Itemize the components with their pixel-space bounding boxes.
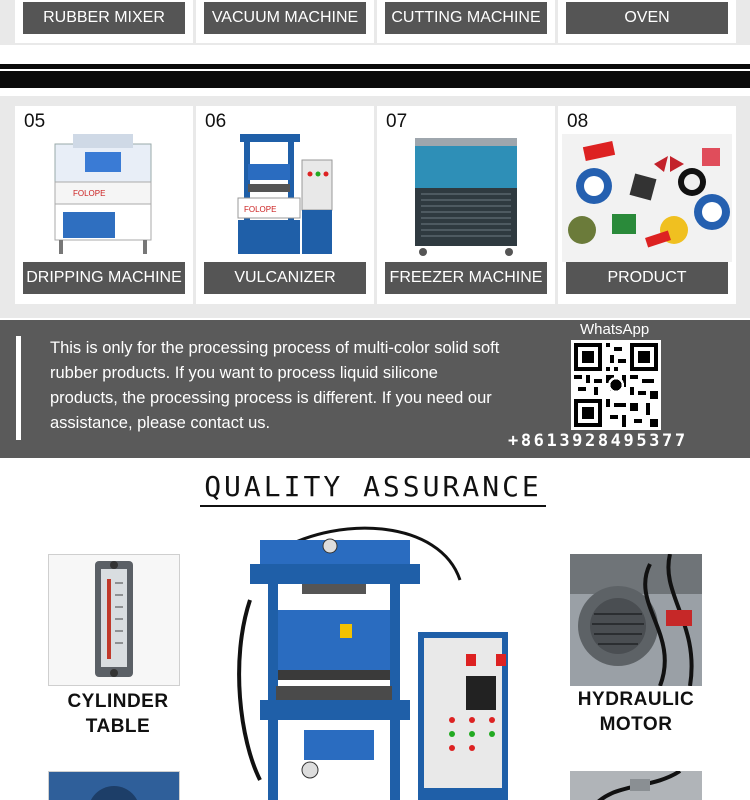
card-number: 08 [567, 111, 589, 132]
contact-banner [0, 320, 750, 458]
card-cutting-machine[interactable] [377, 0, 555, 43]
vulcanizer-machine-photo [220, 520, 540, 800]
title-underline [200, 505, 546, 507]
accent-bar [16, 336, 21, 440]
card-label: FREEZER MACHINE [385, 262, 547, 294]
card-vacuum-machine[interactable] [196, 0, 374, 43]
card-vulcanizer[interactable] [196, 106, 374, 304]
cylinder-table-caption [48, 689, 188, 739]
hydraulic-motor-photo [570, 554, 702, 686]
caption-line: TABLE [85, 716, 151, 737]
card-label: OVEN [566, 2, 728, 34]
card-number: 07 [386, 111, 408, 132]
secondary-part-photo [48, 771, 180, 800]
cylinder-table-photo [48, 554, 180, 686]
card-label: VULCANIZER [204, 262, 366, 294]
hydraulic-motor-caption [566, 687, 706, 737]
product-collage-image [562, 134, 732, 262]
card-label: PRODUCT [566, 262, 728, 294]
card-dripping-machine[interactable] [15, 106, 193, 304]
card-label: VACUUM MACHINE [204, 2, 366, 34]
vulcanizer-image [226, 134, 344, 262]
section-divider [0, 64, 750, 88]
svg-text:FOLOPE: FOLOPE [244, 205, 277, 214]
process-note: This is only for the processing process of multi-color solid soft rubber products. If you want to process liquid silicone products, the processing process is different. If you need our assistance, please contact us. [50, 339, 500, 432]
whatsapp-qr-code[interactable] [571, 340, 661, 430]
card-number: 05 [24, 111, 46, 132]
dripping-machine-image [45, 134, 163, 262]
card-number: 06 [205, 111, 227, 132]
freezer-machine-image [407, 134, 525, 262]
card-label: RUBBER MIXER [23, 2, 185, 34]
whatsapp-label: WhatsApp [580, 321, 650, 338]
card-rubber-mixer[interactable] [15, 0, 193, 43]
card-freezer-machine[interactable] [377, 106, 555, 304]
card-product[interactable] [558, 106, 736, 304]
caption-line: MOTOR [599, 714, 673, 735]
hose-fitting-photo [570, 771, 702, 800]
phone-number[interactable]: +8613928495377 [508, 431, 688, 451]
section-title: QUALITY ASSURANCE [204, 470, 542, 503]
svg-text:FOLOPE: FOLOPE [73, 189, 106, 198]
caption-line: CYLINDER [67, 691, 169, 712]
card-label: DRIPPING MACHINE [23, 262, 185, 294]
card-label: CUTTING MACHINE [385, 2, 547, 34]
card-oven[interactable] [558, 0, 736, 43]
caption-line: HYDRAULIC [577, 689, 695, 710]
